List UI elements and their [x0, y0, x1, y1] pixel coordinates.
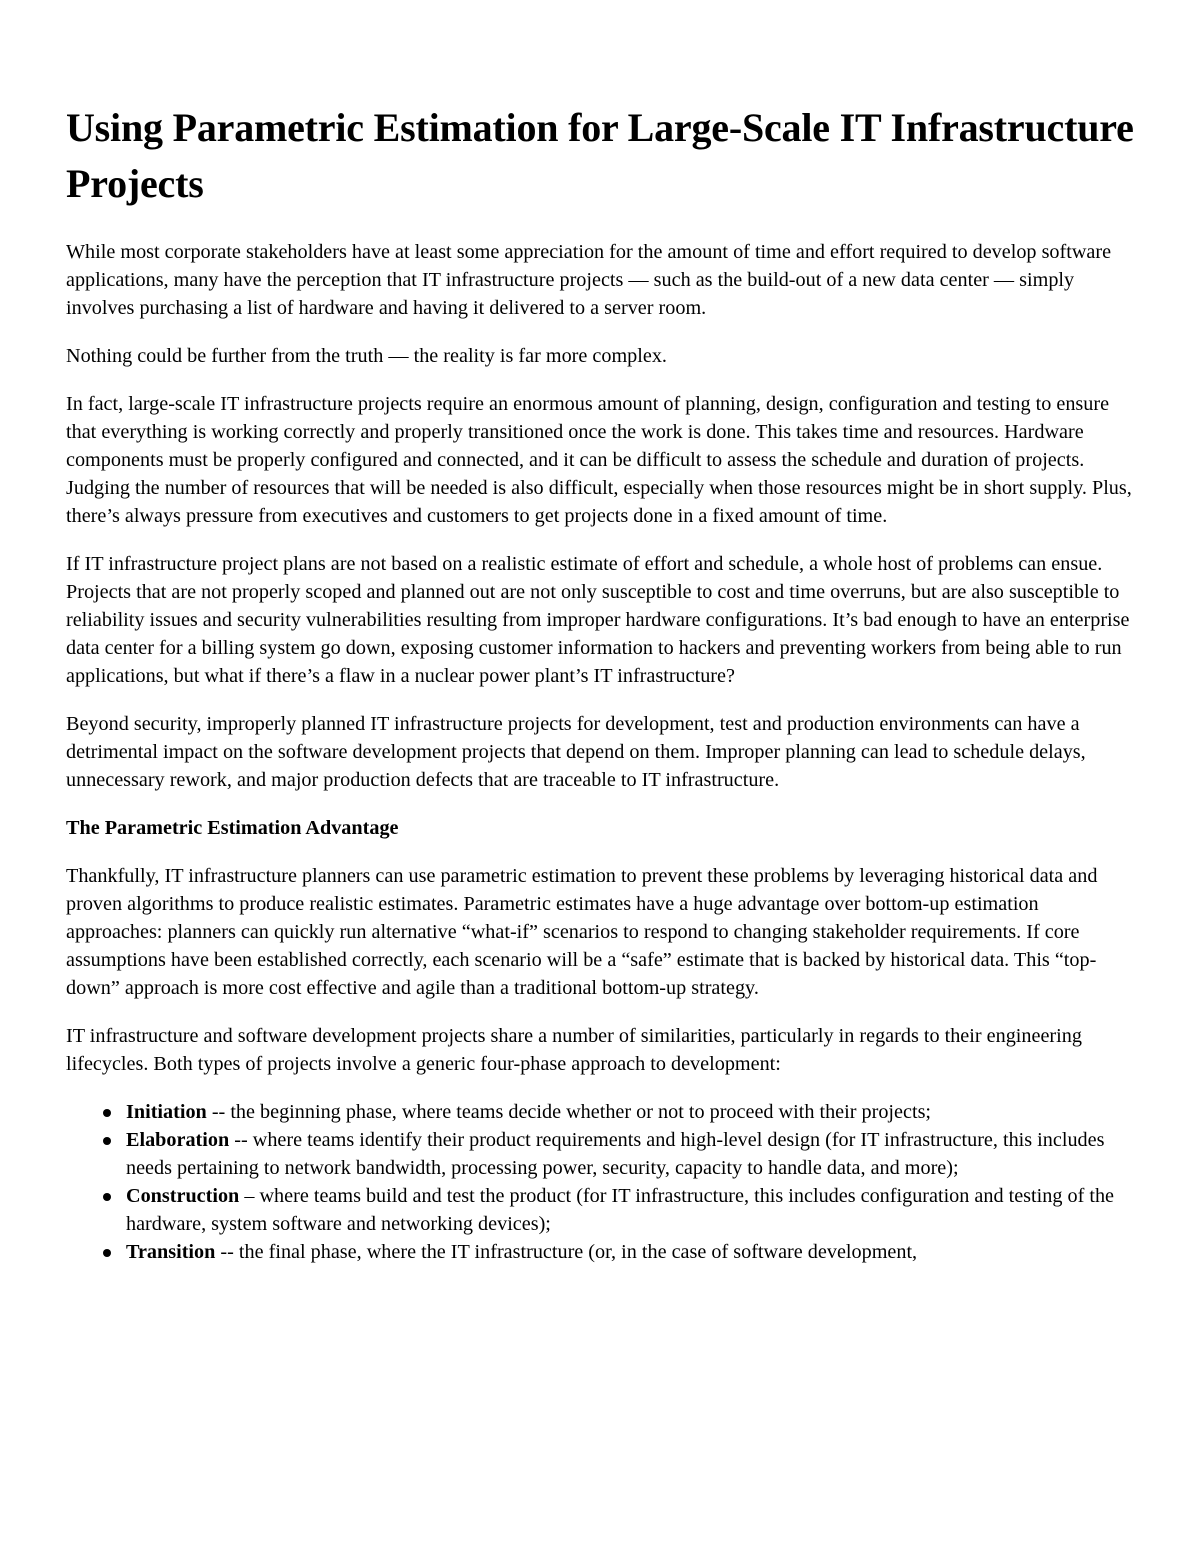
- phase-term: Construction: [126, 1185, 240, 1207]
- bullet-icon: [103, 1109, 111, 1117]
- paragraph-realistic-estimate: If IT infrastructure project plans are not based on a realistic estimate of effort and schedule, a whole host of problems can ensue. Projects that are not properly scoped and planned out are not only susceptible to cost and time overruns, but are also susceptible to reliability issues and security vulnerabilities resulting from improper hardware configurations. It’s bad enough to have an enterprise data center for a billing system go down, exposing customer information to hackers and preventing workers from being able to run applications, but what if there’s a flaw in a nuclear power plant’s IT infrastructure?: [66, 553, 1130, 687]
- paragraph-truth: Nothing could be further from the truth — the reality is far more complex.: [66, 345, 667, 367]
- phase-term: Initiation: [126, 1101, 207, 1123]
- paragraph-intro: While most corporate stakeholders have at least some appreciation for the amount of time and effort required to develop software applications, many have the perception that IT infrastructure projects — such as the build-out of a new data center — simply involves purchasing a list of hardware and having it delivered to a server room.: [66, 241, 1112, 319]
- phase-description: -- the beginning phase, where teams decide whether or not to proceed with their projects;: [206, 1101, 932, 1123]
- paragraph-beyond-security: Beyond security, improperly planned IT infrastructure projects for development, test and production environments can have a detrimental impact on the software development projects that depend on them. Improper planning can lead to schedule delays, unnecessary rework, and major production defects that are traceable to IT infrastructure.: [66, 713, 1086, 791]
- paragraph-in-fact: In fact, large-scale IT infrastructure projects require an enormous amount of planning, design, configuration and testing to ensure that everything is working correctly and properly transitioned once the work is done. This takes time and resources. Hardware components must be properly configured and connected, and it can be difficult to assess the schedule and duration of projects. Judging the number of resources that will be needed is also difficult, especially when those resources might be in short supply. Plus, there’s always pressure from executives and customers to get projects done in a fixed amount of time.: [66, 393, 1132, 527]
- list-item: [126, 1238, 1134, 1266]
- paragraph-thankfully: Thankfully, IT infrastructure planners can use parametric estimation to prevent these problems by leveraging historical data and proven algorithms to produce realistic estimates. Parametric estimates have a huge advantage over bottom-up estimation approaches: planners can quickly run alternative “what-if” scenarios to respond to changing stakeholder requirements. If core assumptions have been established correctly, each scenario will be a “safe” estimate that is backed by historical data. This “top-down” approach is more cost effective and agile than a traditional bottom-up strategy.: [66, 865, 1098, 999]
- bullet-icon: [103, 1249, 111, 1257]
- list-item: [126, 1182, 1134, 1238]
- bullet-icon: [103, 1137, 111, 1145]
- document-page: [66, 100, 1134, 1266]
- phase-description: -- where teams identify their product requirements and high-level design (for IT infrastructure, this includes needs pertaining to network bandwidth, processing power, security, capacity to handle data, and more);: [126, 1129, 1105, 1179]
- list-item: [126, 1126, 1134, 1182]
- phase-description: -- the final phase, where the IT infrastructure (or, in the case of software development,: [215, 1241, 918, 1263]
- page-title: Using Parametric Estimation for Large-Scale IT Infrastructure Projects: [66, 105, 1134, 206]
- section-heading: The Parametric Estimation Advantage: [66, 817, 399, 839]
- phase-term: Transition: [126, 1241, 216, 1263]
- list-item: [126, 1098, 1134, 1126]
- paragraph-lifecycles: IT infrastructure and software development projects share a number of similarities, particularly in regards to their engineering lifecycles. Both types of projects involve a generic four-phase approach to development:: [66, 1025, 1082, 1075]
- phase-term: Elaboration: [126, 1129, 230, 1151]
- phase-list: [66, 1098, 1134, 1266]
- phase-description: – where teams build and test the product (for IT infrastructure, this includes configuration and testing of the hardware, system software and networking devices);: [126, 1185, 1115, 1235]
- bullet-icon: [103, 1193, 111, 1201]
